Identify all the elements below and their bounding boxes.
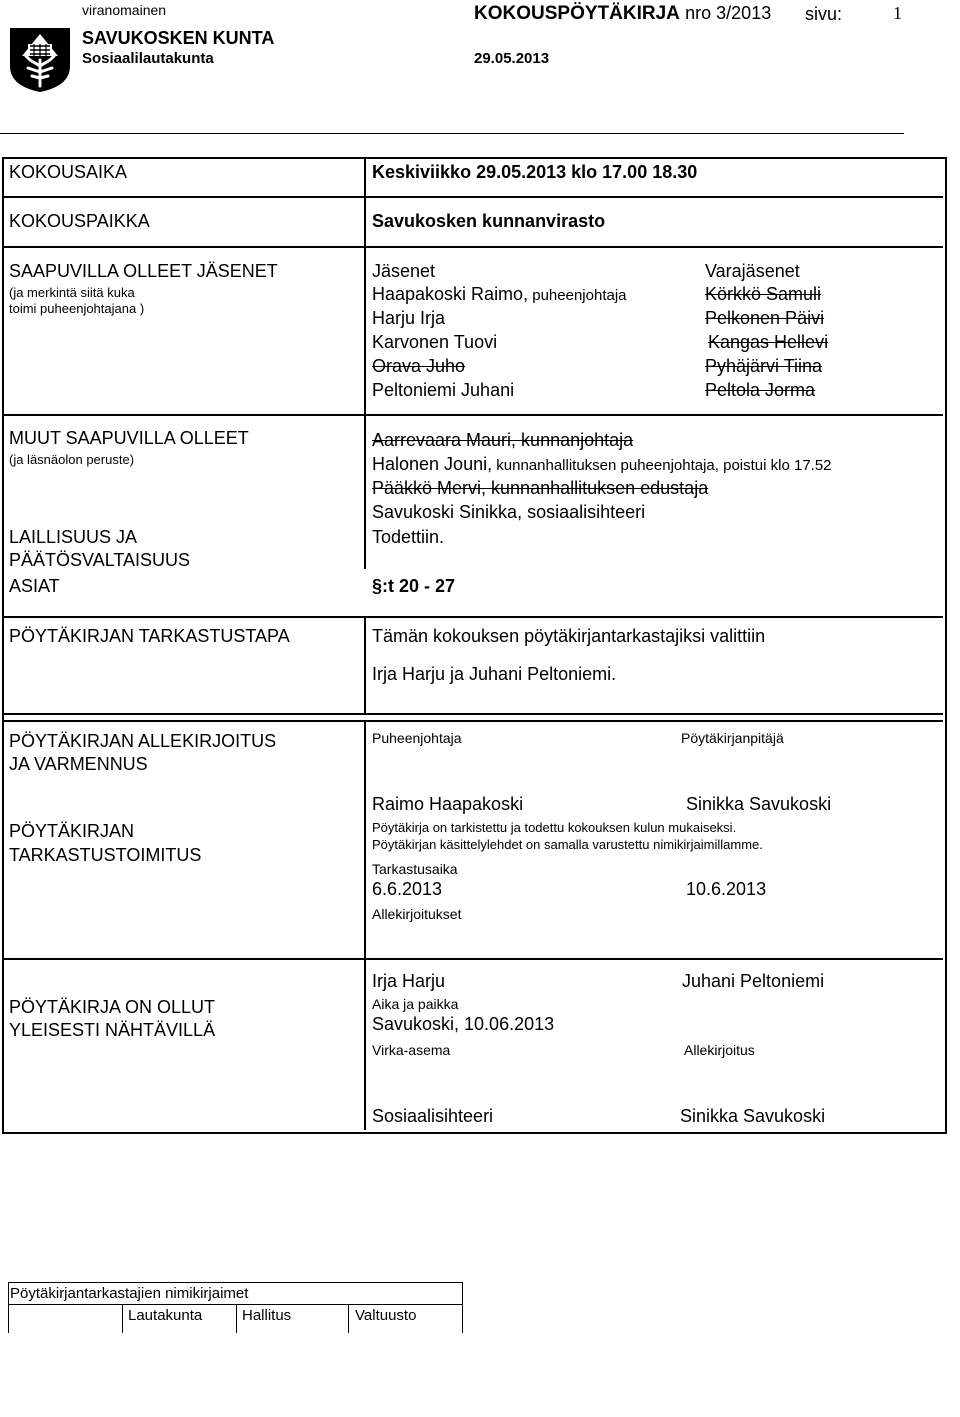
page-number: 1 — [893, 3, 902, 23]
deputies-column-header: Varajäsenet — [705, 261, 800, 281]
member-name-text: Peltoniemi Juhani — [372, 380, 515, 400]
row-divider-members — [4, 414, 943, 416]
signature-label: PÖYTÄKIRJAN ALLEKIRJOITUS — [9, 731, 277, 751]
member-name — [372, 332, 497, 353]
initials-table-border — [122, 1304, 123, 1333]
inspection-date-2: 10.6.2013 — [686, 879, 767, 899]
initials-table-border — [8, 1282, 9, 1333]
chair-name: Raimo Haapakoski — [372, 794, 524, 814]
inspection-label: PÖYTÄKIRJAN — [9, 821, 135, 841]
secretary-title: Pöytäkirjanpitäjä — [681, 730, 784, 746]
inspection-statement: Pöytäkirjan käsittelylehdet on samalla varustettu nimikirjaimillamme. — [372, 837, 763, 852]
inspection-date-1: 6.6.2013 — [372, 879, 443, 899]
signature-label: JA VARMENNUS — [9, 754, 148, 774]
inspection-time-label: Tarkastusaika — [372, 861, 458, 877]
time-place-value: Savukoski, 10.06.2013 — [372, 1014, 555, 1034]
members-label: SAAPUVILLA OLLEET JÄSENET — [9, 261, 278, 281]
document-title — [474, 3, 771, 25]
row-divider-time — [4, 196, 943, 198]
page-label: sivu: — [805, 4, 843, 24]
matters-label: ASIAT — [9, 576, 60, 596]
row-divider-inspection-method — [4, 713, 943, 715]
column-divider-middle — [364, 616, 366, 713]
signature-field-label: Allekirjoitus — [684, 1042, 755, 1058]
row-divider-place — [4, 246, 943, 248]
initials-table-border — [348, 1304, 349, 1333]
row-divider-inspection — [4, 958, 943, 960]
inspection-statement: Pöytäkirja on tarkistettu ja todettu kokouksen kulun mukaiseksi. — [372, 820, 737, 835]
deputy-name: Pelkonen Päivi — [705, 308, 825, 328]
inspection-method-text: Tämän kokouksen pöytäkirjantarkastajiksi valittiin — [372, 626, 766, 646]
members-note: (ja merkintä siitä kuka — [9, 285, 135, 300]
member-name-text: Haapakoski Raimo, — [372, 284, 529, 304]
legality-label: LAILLISUUS JA — [9, 527, 138, 547]
deputy-name: Peltola Jorma — [705, 380, 816, 400]
inspector-1-name: Irja Harju — [372, 971, 446, 991]
chair-title: Puheenjohtaja — [372, 730, 462, 746]
other-attendee — [372, 454, 832, 475]
others-note: (ja läsnäolon peruste) — [9, 452, 135, 467]
deputy-name: Körkkö Samuli — [705, 284, 822, 304]
municipal-coat-of-arms — [8, 26, 72, 94]
other-attendee-name: Halonen Jouni, — [372, 454, 493, 474]
public-signer-name: Sinikka Savukoski — [680, 1106, 826, 1126]
row-divider-matters — [4, 616, 943, 618]
secretary-name: Sinikka Savukoski — [686, 794, 832, 814]
members-column-header: Jäsenet — [372, 261, 436, 281]
organization-name: SAVUKOSKEN KUNTA — [82, 28, 275, 48]
matters-range: :t 20 - 27 — [382, 576, 456, 596]
inspection-signatures-label: Allekirjoitukset — [372, 906, 462, 922]
member-name — [372, 308, 445, 329]
column-divider-top — [364, 159, 366, 569]
member-name-text: Orava Juho — [372, 356, 466, 376]
other-attendee — [372, 502, 645, 523]
position-value: Sosiaalisihteeri — [372, 1106, 494, 1126]
other-attendee-name: Aarrevaara Mauri, kunnanjohtaja — [372, 430, 634, 450]
initials-column-council: Valtuusto — [355, 1307, 417, 1324]
deputy-name: Pyhäjärvi Tiina — [705, 356, 823, 376]
member-name — [372, 356, 465, 377]
meeting-place-value: Savukosken kunnanvirasto — [372, 211, 606, 231]
inspection-method-inspectors: Irja Harju ja Juhani Peltoniemi. — [372, 664, 617, 684]
document-category: viranomainen — [82, 2, 167, 18]
other-attendee-name: Savukoski Sinikka, sosiaalisihteeri — [372, 502, 646, 522]
members-note: toimi puheenjohtajana ) — [9, 301, 145, 316]
initials-table-title: Pöytäkirjantarkastajien nimikirjaimet — [10, 1285, 249, 1302]
meeting-time-value: Keskiviikko 29.05.2013 klo 17.00 18.30 — [372, 162, 698, 182]
public-display-label: PÖYTÄKIRJA ON OLLUT — [9, 997, 216, 1017]
inspection-label: TARKASTUSTOIMITUS — [9, 845, 202, 865]
meeting-time-label: KOKOUSAIKA — [9, 162, 128, 182]
others-label: MUUT SAAPUVILLA OLLEET — [9, 428, 249, 448]
board-name: Sosiaalilautakunta — [82, 50, 214, 67]
other-attendee-name: Pääkkö Mervi, kunnanhallituksen edustaja — [372, 478, 709, 498]
member-name — [372, 380, 514, 401]
column-divider-bottom — [364, 720, 366, 1130]
row-divider-signature — [4, 720, 943, 722]
initials-table-border — [462, 1282, 463, 1333]
meeting-place-label: KOKOUSPAIKKA — [9, 211, 150, 231]
member-name — [372, 284, 627, 305]
initials-column-board: Lautakunta — [128, 1307, 203, 1324]
other-attendee — [372, 430, 633, 451]
initials-column-government: Hallitus — [242, 1307, 292, 1324]
meeting-number: nro 3/2013 — [685, 3, 772, 23]
member-name-text: Karvonen Tuovi — [372, 332, 498, 352]
other-attendee — [372, 478, 708, 499]
legality-value: Todettiin. — [372, 527, 445, 547]
matters-value — [372, 576, 455, 597]
other-attendee-detail: kunnanhallituksen puheenjohtaja, poistui klo 17.52 — [492, 457, 832, 474]
meeting-date: 29.05.2013 — [474, 50, 550, 67]
header-divider — [0, 133, 904, 134]
public-display-label: YLEISESTI NÄHTÄVILLÄ — [9, 1020, 216, 1040]
section-sign-icon: § — [372, 576, 383, 596]
initials-table-border — [236, 1304, 237, 1333]
position-label: Virka-asema — [372, 1042, 451, 1058]
time-place-label: Aika ja paikka — [372, 996, 459, 1012]
document-title-text: KOKOUSPÖYTÄKIRJA — [474, 3, 680, 24]
legality-label: PÄÄTÖSVALTAISUUS — [9, 550, 191, 570]
member-name-text: Harju Irja — [372, 308, 446, 328]
deputy-name: Kangas Hellevi — [708, 332, 829, 352]
initials-table-border — [8, 1282, 463, 1283]
member-role: puheenjohtaja — [528, 287, 627, 304]
inspection-method-label: PÖYTÄKIRJAN TARKASTUSTAPA — [9, 626, 290, 646]
inspector-2-name: Juhani Peltoniemi — [682, 971, 825, 991]
